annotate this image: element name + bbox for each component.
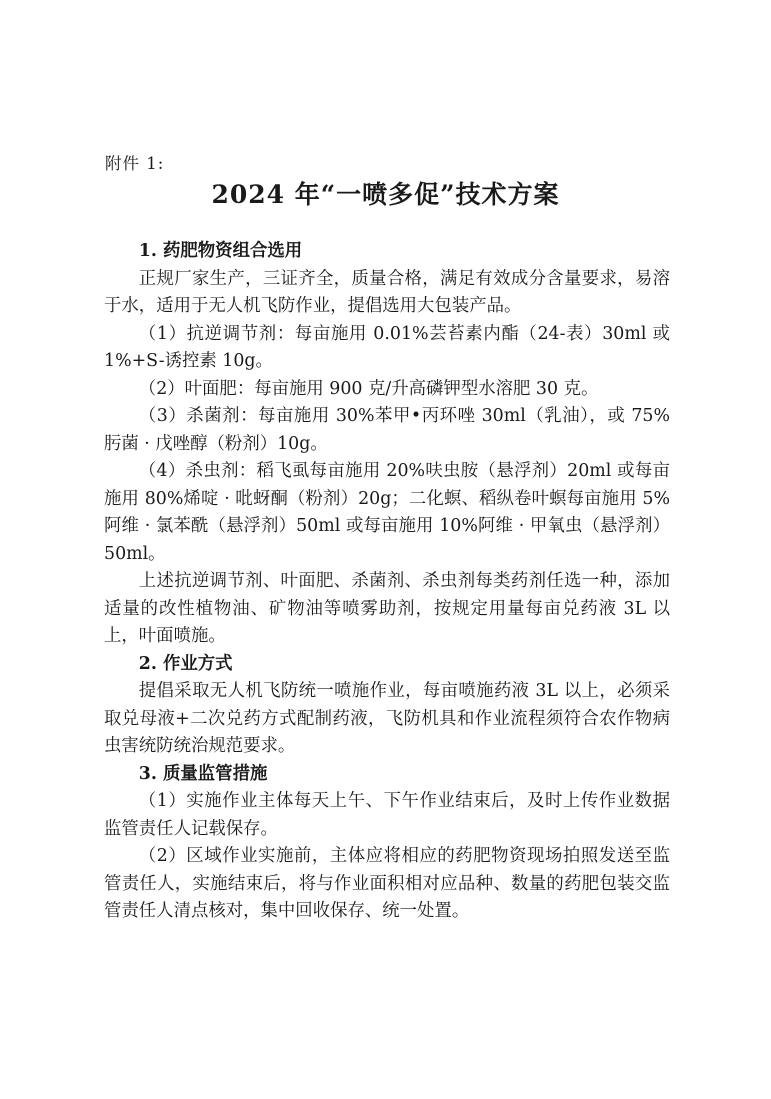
paragraph: 提倡采取无人机飞防统一喷施作业，每亩喷施药液 3L 以上，必须采取兑母液+二次兑药方式配制药液，飞防机具和作业流程须符合农作物病虫害统防统治规范要求。 bbox=[104, 681, 670, 756]
section-heading: 1. 药肥物资组合选用 bbox=[138, 241, 303, 261]
section-heading: 3. 质量监管措施 bbox=[138, 763, 268, 784]
section-heading: 2. 作业方式 bbox=[138, 653, 233, 674]
paragraph: 上述抗逆调节剂、叶面肥、杀菌剂、杀虫剂每类药剂任选一种，添加适量的改性植物油、矿物油等喷雾助剂，按规定用量每亩兑药液 3L 以上，叶面喷施。 bbox=[104, 571, 670, 646]
annex-label: 附件 1: bbox=[105, 154, 165, 173]
paragraph: （4）杀虫剂：稻飞虱每亩施用 20%呋虫胺（悬浮剂）20ml 或每亩施用 80%烯啶 · 吡蚜酮（粉剂）20g；二化螟、稻纵卷叶螟每亩施用 5%阿维 · 氯苯酰（悬浮剂）50ml 或每亩施用 10%阿维 · 甲氧虫（悬浮剂）50ml。 bbox=[104, 461, 670, 564]
paragraph: （1）抗逆调节剂：每亩施用 0.01%芸苔素内酯（24-表）30ml 或 1%+S-诱控素 10g。 bbox=[104, 323, 670, 371]
paragraph: 正规厂家生产，三证齐全，质量合格，满足有效成分含量要求，易溶于水，适用于无人机飞防作业，提倡选用大包装产品。 bbox=[104, 268, 670, 316]
document-body bbox=[104, 238, 670, 926]
paragraph: （2）叶面肥：每亩施用 900 克/升高磷钾型水溶肥 30 克。 bbox=[138, 378, 599, 399]
document-title: 2024 年“一喷多促”技术方案 bbox=[211, 180, 560, 209]
paragraph: （2）区域作业实施前，主体应将相应的药肥物资现场拍照发送至监管责任人，实施结束后，将与作业面积相对应品种、数量的药肥包装交监管责任人清点核对，集中回收保存、统一处置。 bbox=[104, 846, 670, 921]
paragraph: （1）实施作业主体每天上午、下午作业结束后，及时上传作业数据监管责任人记载保存。 bbox=[104, 791, 670, 839]
paragraph: （3）杀菌剂：每亩施用 30%苯甲•丙环唑 30ml（乳油），或 75%肟菌 · 戊唑醇（粉剂）10g。 bbox=[104, 406, 670, 454]
